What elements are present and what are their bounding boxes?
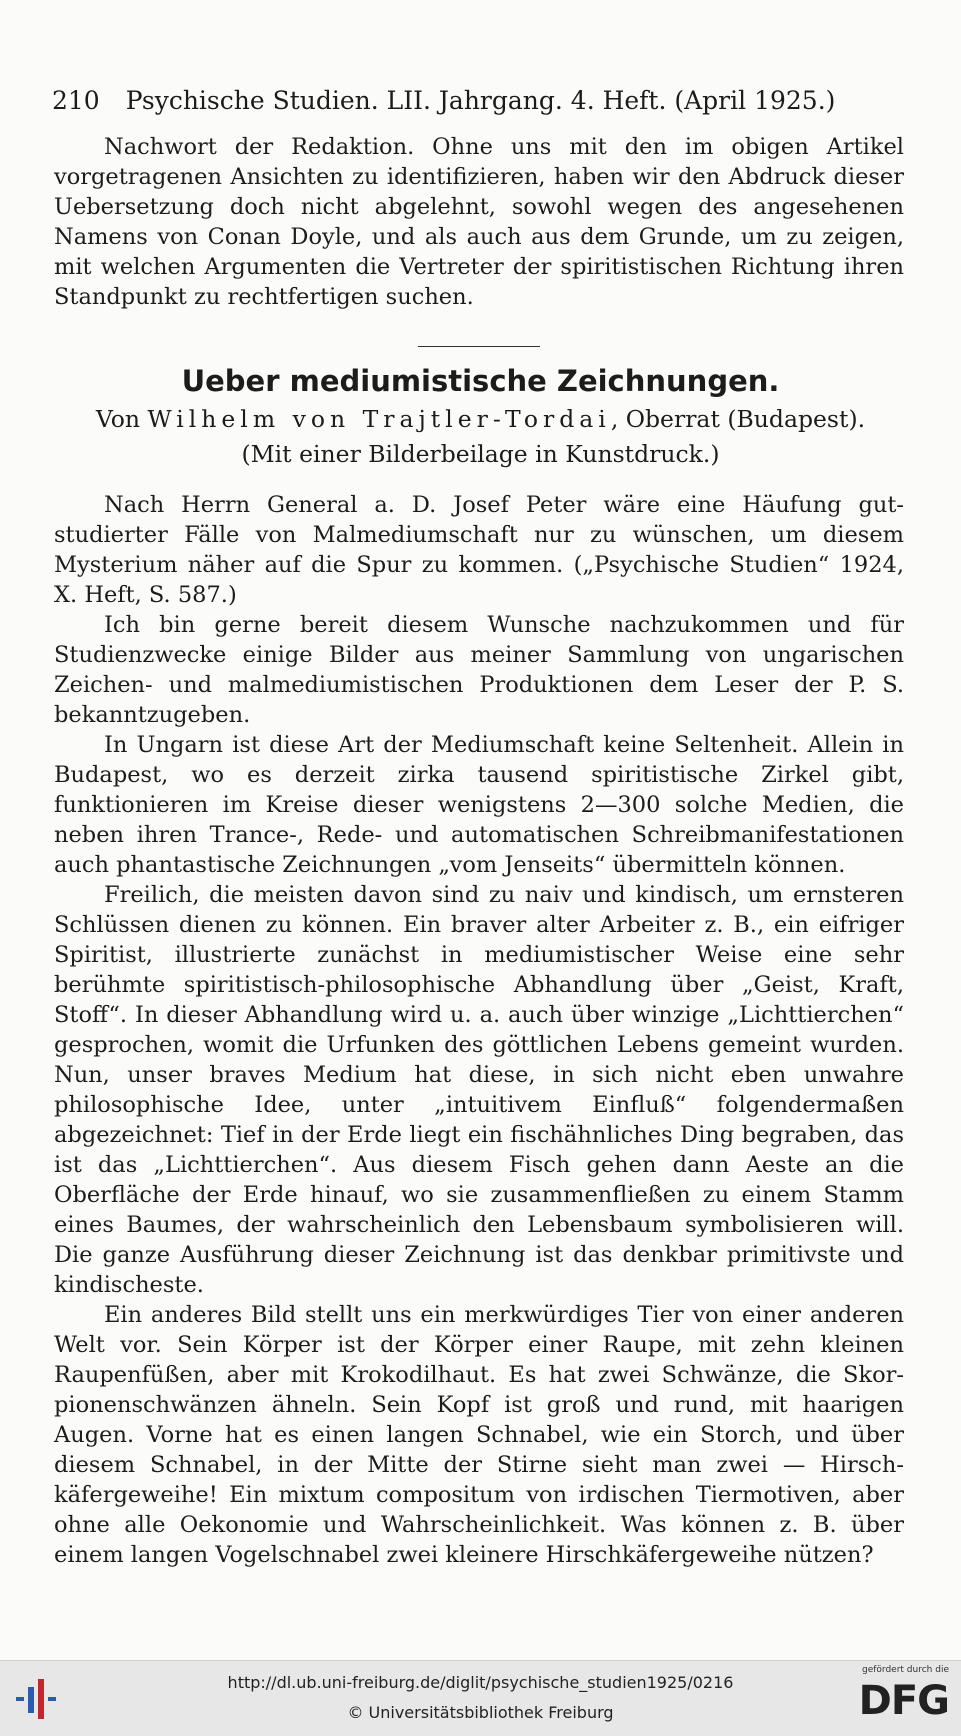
section-divider — [418, 346, 540, 347]
article-byline — [0, 405, 961, 433]
copyright-notice: © Universitätsbibliothek Freiburg — [347, 1703, 614, 1722]
running-header — [52, 86, 912, 115]
dfg-logo: DFG — [858, 1678, 949, 1724]
body-paragraph: Freilich, die meisten davon sind zu naiv und kindisch, um ernsteren Schlüssen dienen zu können. Ein braver alter Arbeiter z. B., ein eifriger Spiritist, illustrierte zunächst in mediumistischer Weise eine sehr berühmte spiritistisch-philosophische Abhandlung über „Geist, Kraft, Stoff“. In dieser Abhandlung wird u. a. auch über winzige „Lichttierchen“ gesprochen, womit die Urfunken des göttlichen Lebens gemeint wurden. Nun, unser braves Medium hat diese, in sich nicht eben unwahre philosophische Idee, unter „intuitivem Einfluß“ folgendermaßen abgezeichnet: Tief in der Erde liegt ein fischähnliches Ding begraben, das ist das „Lichttierchen“. Aus diesem Fisch gehen dann Aeste an die Oberfläche der Erde hinauf, wo sie zusammenfließen zu einem Stamm eines Baumes, der wahrscheinlich den Lebensbaum symbolisieren will. Die ganze Ausführung dieser Zeichnung ist das denkbar primitivste und kindischeste. — [54, 882, 904, 1298]
article-subtitle: (Mit einer Bilderbeilage in Kunstdruck.) — [241, 440, 720, 468]
body-paragraph: In Ungarn ist diese Art der Mediumschaft keine Seltenheit. Allein in Budapest, wo es derzeit zirka tausend spiritistische Zirkel gibt, funktionieren im Kreise dieser wenigstens 2—300 solche Medien, die neben ihren Trance-, Rede- und automatischen Schreibmanifestationen auch phantastische Zeichnungen „vom Jenseits“ übermitteln können. — [54, 732, 904, 878]
byline-suffix: , Oberrat (Budapest). — [610, 405, 866, 433]
body-paragraph: Ein anderes Bild stellt uns ein merkwürdiges Tier von einer anderen Welt vor. Sein Körper ist der Körper einer Raupe, mit zehn kleinen Raupenfüßen, aber mit Krokodilhaut. Es hat zwei Schwänze, die Skorpionenschwänzen ähneln. Sein Kopf ist groß und rund, mit haarigen Augen. Vorne hat es einen langen Schnabel, wie ein Storch, und über diesem Schnabel, in der Mitte der Stirne sieht man zwei — Hirschkäfergeweihe! Ein mixtum compositum von irdischen Tiermotiven, aber ohne alle Oekonomie und Wahrscheinlichkeit. Was können z. B. über einem langen Vogelschnabel zwei kleinere Hirschkäfergeweihe nützen? — [54, 1302, 904, 1568]
page-number: 210 — [52, 86, 100, 115]
article-body — [54, 490, 904, 1570]
sponsor-caption: gefördert durch die — [862, 1665, 949, 1675]
nachwort-paragraph: Nachwort der Redaktion. Ohne uns mit den im obigen Artikel vorgetragenen Ansichten zu identifizieren, haben wir den Abdruck dieser Uebersetzung doch nicht abgelehnt, sowohl wegen des angesehenen Namens von Conan Doyle, und als auch aus dem Grunde, um zu zeigen, mit welchen Argumenten die Vertreter der spiritistischen Richtung ihren Standpunkt zu rechtfertigen suchen. — [54, 134, 904, 310]
author-name: Wilhelm von Trajtler-Tordai — [147, 405, 611, 433]
running-title: Psychische Studien. LII. Jahrgang. 4. Heft. (April 1925.) — [125, 86, 836, 115]
byline-prefix: Von — [95, 405, 140, 433]
body-paragraph: Ich bin gerne bereit diesem Wunsche nachzukommen und für Studienzwecke einige Bilder aus meiner Sammlung von ungarischen Zeichen- und malmediumistischen Produktionen dem Leser der P. S. bekanntzugeben. — [54, 612, 904, 728]
permalink-url[interactable]: http://dl.ub.uni-freiburg.de/diglit/psychische_studien1925/0216 — [227, 1673, 734, 1692]
viewer-footer — [0, 1660, 961, 1736]
editorial-note — [54, 132, 904, 312]
body-paragraph: Nach Herrn General a. D. Josef Peter wäre eine Häufung gutstudierter Fälle von Malmediumschaft nur zu wünschen, um diesem Mysterium näher auf die Spur zu kommen. („Psychische Studien“ 1924, X. Heft, S. 587.) — [54, 492, 904, 608]
article-title: Ueber mediumistische Zeichnungen. — [181, 364, 780, 398]
